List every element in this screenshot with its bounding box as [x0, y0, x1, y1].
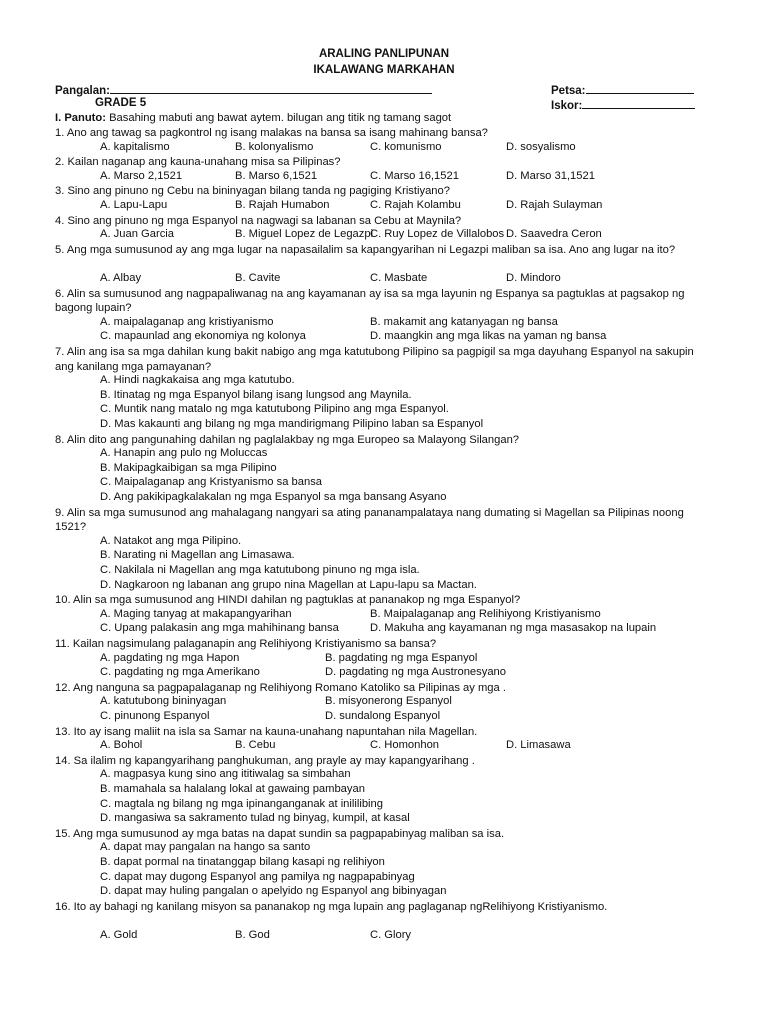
option-3-c[interactable]: C. Rajah Kolambu [370, 199, 461, 211]
score-label: Iskor: [551, 100, 583, 112]
option-9-d[interactable]: D. Nagkaroon ng labanan ang grupo nina Magellan at Lapu-lapu sa Mactan. [100, 578, 477, 591]
option-5-b[interactable]: B. Cavite [235, 272, 281, 284]
option-14-a[interactable]: A. magpasya kung sino ang ititiwalag sa simbahan [100, 768, 351, 781]
question-4: 4. Sino ang pinuno ng mga Espanyol na nagwagi sa labanan sa Cebu at Maynila? [55, 214, 462, 227]
option-7-b[interactable]: B. Itinatag ng mga Espanyol bilang isang lungsod ang Maynila. [100, 388, 412, 401]
quarter-title: IKALAWANG MARKAHAN [313, 64, 455, 76]
option-5-c[interactable]: C. Masbate [370, 272, 428, 284]
name-blank[interactable] [110, 82, 432, 94]
option-8-d[interactable]: D. Ang pakikipagkalakalan ng mga Espanyol sa mga bansang Asyano [100, 491, 447, 503]
question-11: 11. Kailan nagsimulang palaganapin ang Relihiyong Kristiyanismo sa bansa? [55, 638, 437, 650]
option-12-b[interactable]: B. misyonerong Espanyol [325, 695, 452, 708]
option-15-b[interactable]: B. dapat pormal na tinatanggap bilang kasapi ng relihiyon [100, 856, 385, 868]
score-row [551, 97, 695, 112]
option-12-d[interactable]: D. sundalong Espanyol [325, 710, 441, 722]
option-12-c[interactable]: C. pinunong Espanyol [100, 710, 210, 722]
option-5-a[interactable]: A. Albay [100, 272, 142, 284]
option-1-d[interactable]: D. sosyalismo [506, 140, 576, 153]
option-4-b[interactable]: B. Miguel Lopez de Legazpi [235, 228, 374, 241]
question-7: 7. Alin ang isa sa mga dahilan kung bakit nabigo ang mga katutubong Pilipino sa pagpigil sa mga dayuhang Espanyol na sakupin ang kanilang mga pamayanan? [55, 346, 694, 373]
question-10: 10. Alin sa mga sumusunod ang HINDI dahilan ng pagtuklas at pananakop ng mga Espanyol? [55, 594, 521, 607]
question-1: 1. Ano ang tawag sa pagkontrol ng isang malakas na bansa sa isang mahinang bansa? [55, 127, 488, 139]
option-15-c[interactable]: C. dapat may dugong Espanyol ang pamilya ng nagpapabinyag [100, 870, 415, 883]
option-3-b[interactable]: B. Rajah Humabon [235, 199, 330, 211]
option-11-d[interactable]: D. pagdating ng mga Austronesyano [325, 666, 506, 679]
option-14-d[interactable]: D. mangasiwa sa sakramento tulad ng binyag, kumpil, at kasal [100, 812, 410, 825]
option-12-a[interactable]: A. katutubong bininyagan [100, 695, 227, 708]
option-9-c[interactable]: C. Nakilala ni Magellan ang mga katutubong pinuno ng mga isla. [100, 564, 420, 576]
option-6-b[interactable]: B. makamit ang katanyagan ng bansa [370, 315, 558, 328]
option-10-d[interactable]: D. Makuha ang kayamanan ng mga masasakop na lupain [370, 622, 657, 635]
option-13-c[interactable]: C. Homonhon [370, 739, 440, 752]
instructions-text: Basahing mabuti ang bawat aytem. bilugan ang titik ng tamang sagot [105, 112, 452, 124]
option-7-a[interactable]: A. Hindi nagkakaisa ang mga katutubo. [100, 374, 295, 387]
option-10-b[interactable]: B. Maipalaganap ang Relihiyong Kristiyanismo [370, 607, 601, 620]
option-6-d[interactable]: D. maangkin ang mga likas na yaman ng bansa [370, 330, 607, 343]
option-10-c[interactable]: C. Upang palakasin ang mga mahihinang bansa [100, 622, 339, 635]
score-blank[interactable] [582, 97, 695, 109]
option-1-a[interactable]: A. kapitalismo [100, 140, 170, 153]
option-15-d[interactable]: D. dapat may huling pangalan o apelyido ng Espanyol ang bibinyagan [100, 885, 447, 898]
option-9-b[interactable]: B. Narating ni Magellan ang Limasawa. [100, 549, 295, 562]
option-2-c[interactable]: C. Marso 16,1521 [370, 169, 459, 182]
question-12: 12. Ang nanguna sa pagpapalaganap ng Relihiyong Romano Katoliko sa Pilipinas ay mga . [55, 681, 506, 694]
option-11-b[interactable]: B. pagdating ng mga Espanyol [325, 651, 478, 664]
question-3: 3. Sino ang pinuno ng Cebu na bininyagan bilang tanda ng pagiging Kristiyano? [55, 185, 450, 198]
date-blank[interactable] [586, 82, 694, 94]
option-4-c[interactable]: C. Ruy Lopez de Villalobos [370, 228, 505, 241]
name-label: Pangalan: [55, 85, 110, 97]
option-16-a[interactable]: A. Gold [100, 929, 138, 941]
grade-label: GRADE 5 [95, 97, 147, 109]
option-2-b[interactable]: B. Marso 6,1521 [235, 169, 318, 182]
question-8: 8. Alin dito ang pangunahing dahilan ng paglalakbay ng mga Europeo sa Malayong Silangan? [55, 433, 520, 446]
question-6: 6. Alin sa sumusunod ang nagpapaliwanag na ang kayamanan ay isa sa mga layunin ng Espanya sa pagtuklas at pagsakop ng bagong lupain? [55, 287, 685, 315]
option-13-b[interactable]: B. Cebu [235, 739, 276, 752]
instructions-label: I. Panuto: [55, 112, 106, 124]
option-16-b[interactable]: B. God [235, 929, 270, 941]
option-8-b[interactable]: B. Makipagkaibigan sa mga Pilipino [100, 461, 277, 474]
option-4-d[interactable]: D. Saavedra Ceron [506, 228, 602, 241]
option-8-a[interactable]: A. Hanapin ang pulo ng Moluccas [100, 447, 268, 460]
question-13: 13. Ito ay isang maliit na isla sa Samar na kauna-unahang napuntahan nila Magellan. [55, 725, 478, 738]
option-16-c[interactable]: C. Glory [370, 929, 412, 941]
question-16: 16. Ito ay bahagi ng kanilang misyon sa pananakop ng mga lupain ang paglaganap ngRelihiyong Kristiyanismo. [55, 900, 608, 913]
option-15-a[interactable]: A. dapat may pangalan na hango sa santo [100, 841, 311, 854]
option-9-a[interactable]: A. Natakot ang mga Pilipino. [100, 534, 242, 547]
question-5: 5. Ang mga sumusunod ay ang mga lugar na napasailalim sa kapangyarihan ni Legazpi maliban sa isa. Ano ang lugar na ito? [55, 243, 676, 256]
option-7-d[interactable]: D. Mas kakaunti ang bilang ng mga mandirigmang Pilipino laban sa Espanyol [100, 418, 484, 430]
option-1-b[interactable]: B. kolonyalismo [235, 140, 314, 153]
option-8-c[interactable]: C. Maipalaganap ang Kristyanismo sa bansa [100, 476, 323, 489]
option-14-b[interactable]: B. mamahala sa halalang lokal at gawaing pambayan [100, 783, 365, 795]
option-11-a[interactable]: A. pagdating ng mga Hapon [100, 651, 240, 664]
option-2-a[interactable]: A. Marso 2,1521 [100, 169, 183, 182]
option-13-d[interactable]: D. Limasawa [506, 739, 571, 752]
option-14-c[interactable]: C. magtala ng bilang ng mga ipinanganganak at inililibing [100, 797, 383, 810]
option-6-c[interactable]: C. mapaunlad ang ekonomiya ng kolonya [100, 330, 306, 343]
option-10-a[interactable]: A. Maging tanyag at makapangyarihan [100, 607, 292, 620]
date-label: Petsa: [551, 85, 586, 97]
option-13-a[interactable]: A. Bohol [100, 739, 143, 752]
option-3-d[interactable]: D. Rajah Sulayman [506, 199, 603, 211]
subject-title: ARALING PANLIPUNAN [318, 48, 450, 60]
option-4-a[interactable]: A. Juan Garcia [100, 228, 174, 241]
question-2: 2. Kailan naganap ang kauna-unahang misa sa Pilipinas? [55, 156, 341, 169]
option-11-c[interactable]: C. pagdating ng mga Amerikano [100, 666, 260, 679]
instructions [55, 111, 715, 126]
option-7-c[interactable]: C. Muntik nang matalo ng mga katutubong Pilipino ang mga Espanyol. [100, 403, 449, 416]
date-row [551, 82, 694, 97]
question-14: 14. Sa ilalim ng kapangyarihang panghukuman, ang prayle ay may kapangyarihang . [55, 754, 475, 767]
name-row [55, 82, 432, 97]
option-3-a[interactable]: A. Lapu-Lapu [100, 199, 168, 211]
question-9: 9. Alin sa mga sumusunod ang mahalagang nangyari sa ating pananampalataya nang dumating si Magellan sa Pilipinas noong 1521? [55, 506, 684, 534]
option-2-d[interactable]: D. Marso 31,1521 [506, 169, 595, 182]
question-15: 15. Ang mga sumusunod ay mga batas na dapat sundin sa pagpapabinyag maliban sa isa. [55, 827, 505, 840]
option-1-c[interactable]: C. komunismo [370, 140, 442, 153]
option-6-a[interactable]: A. maipalaganap ang kristiyanismo [100, 315, 274, 328]
option-5-d[interactable]: D. Mindoro [506, 272, 561, 284]
